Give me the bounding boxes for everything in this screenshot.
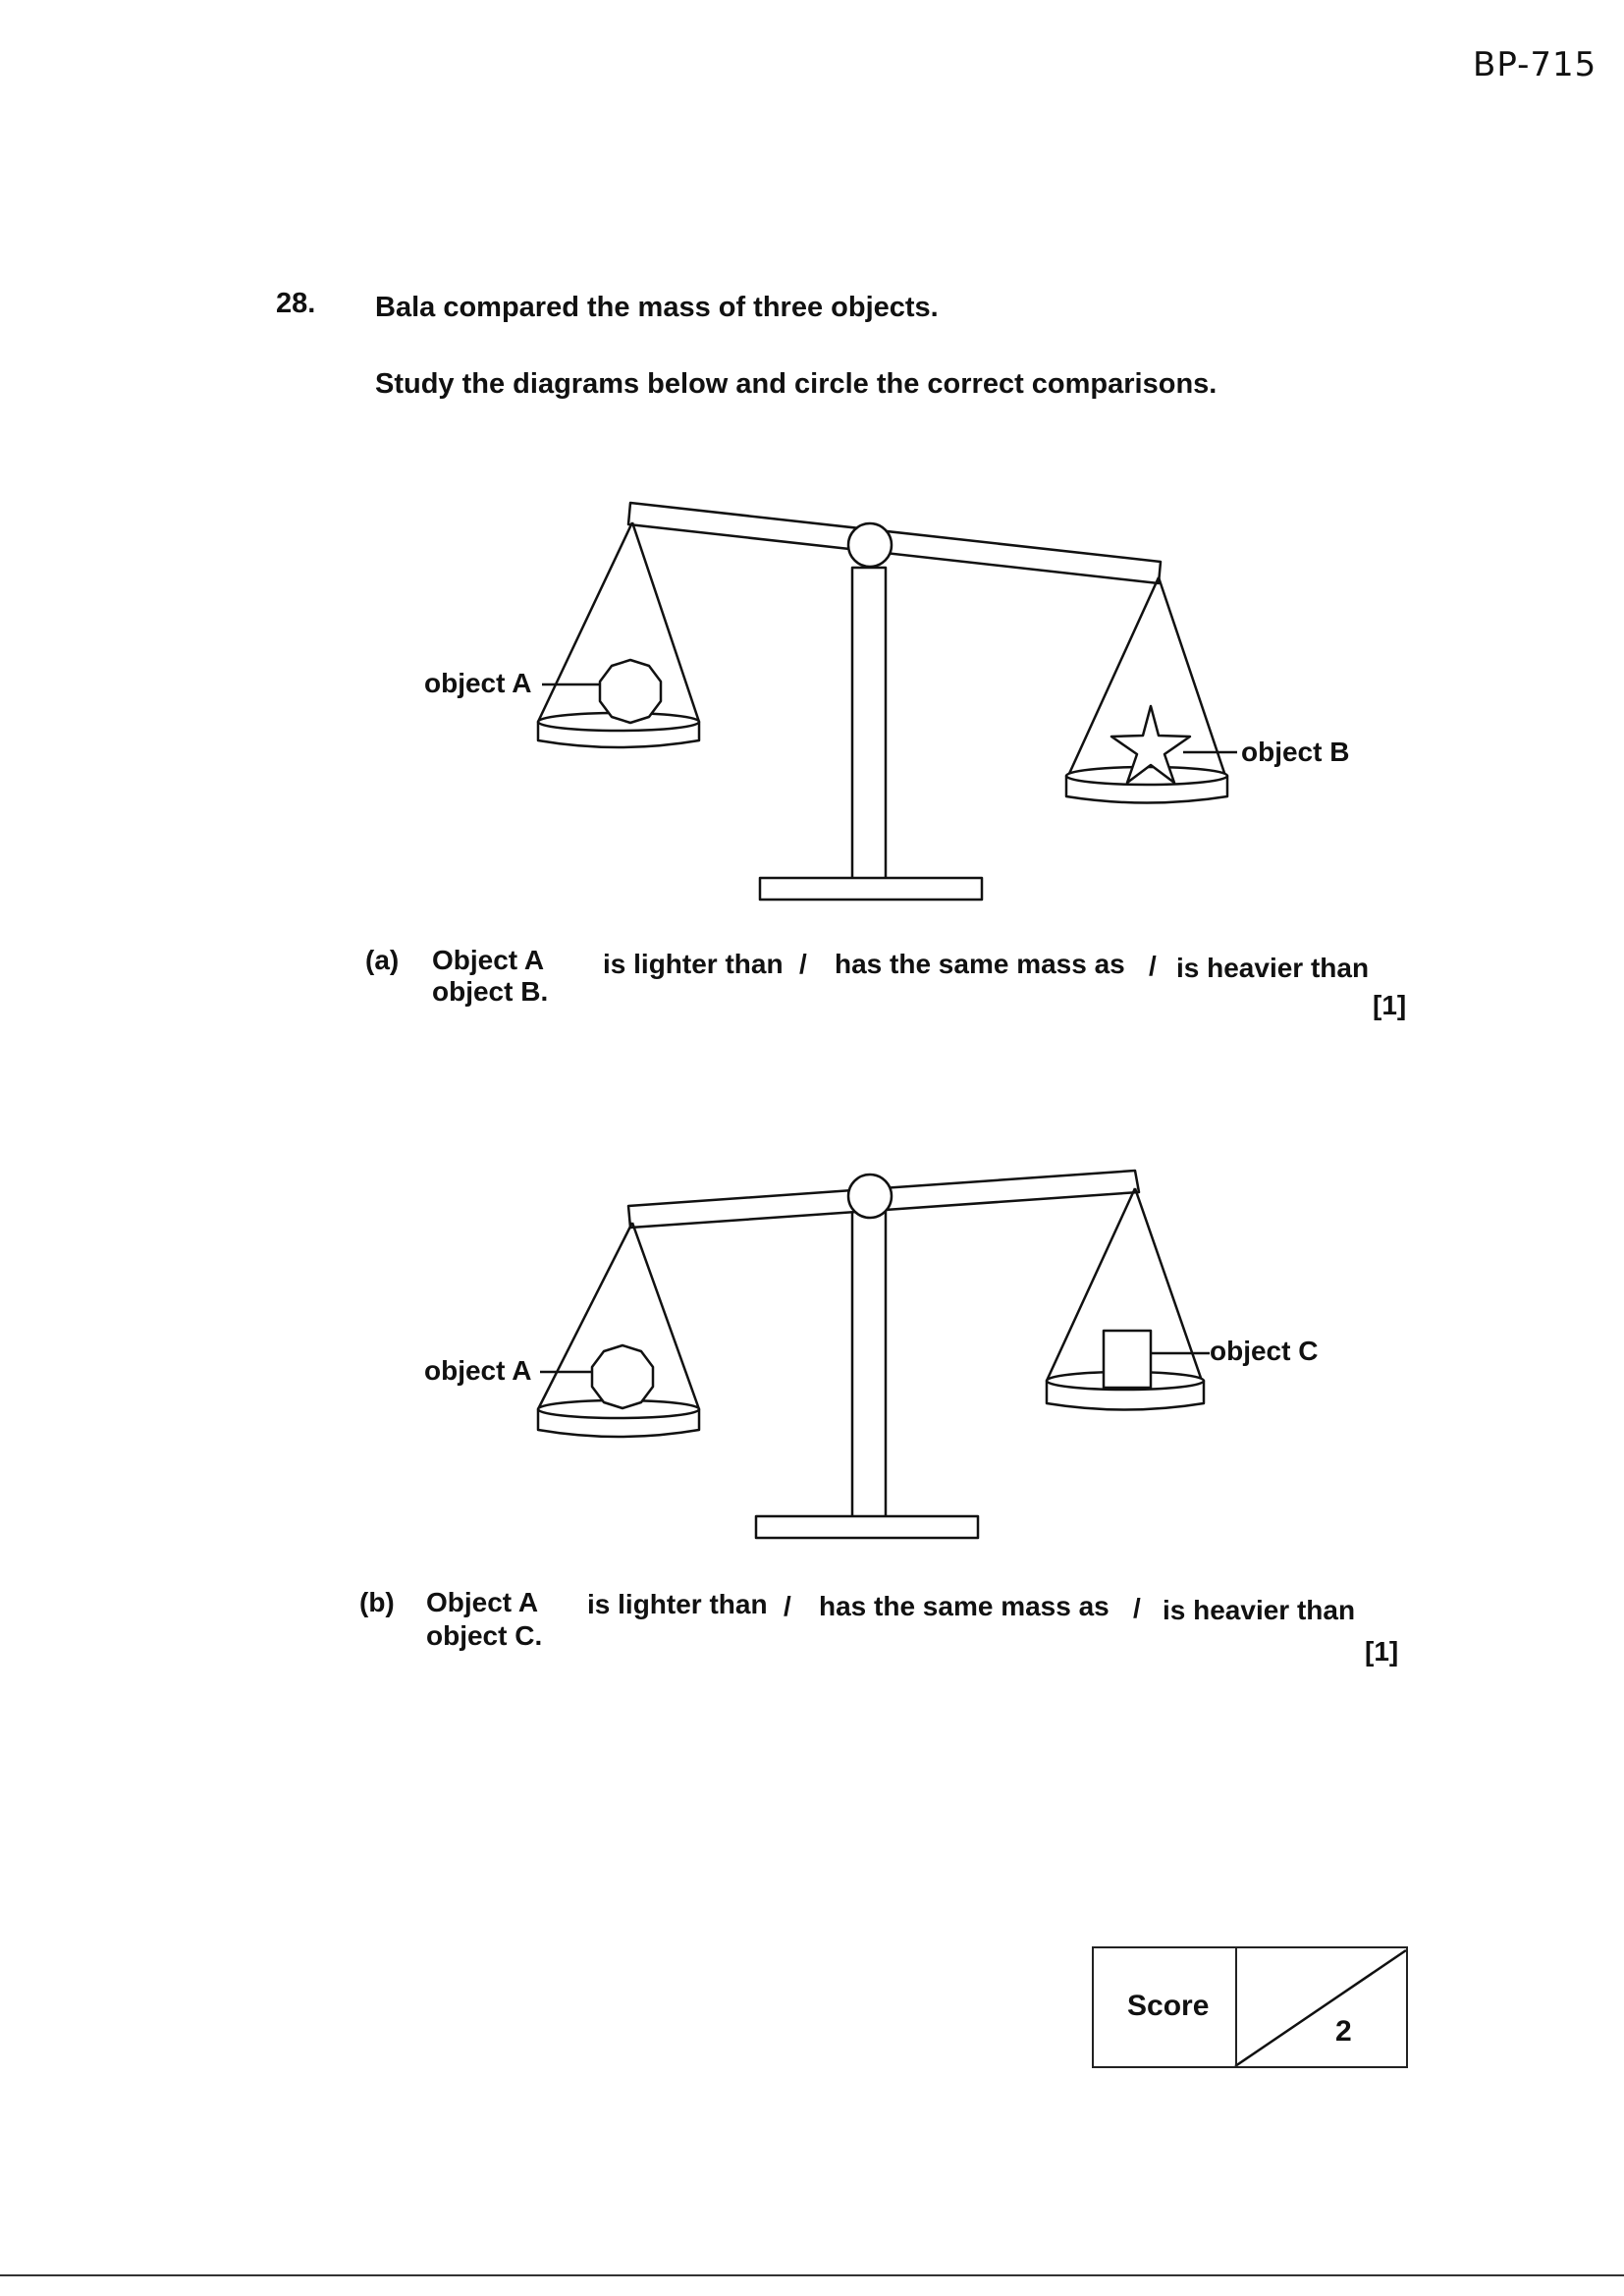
part-b-object: object C.: [426, 1620, 543, 1651]
scale-b-pivot: [848, 1175, 892, 1218]
scale-a-base: [760, 878, 982, 900]
part-b-separator-1: /: [784, 1591, 791, 1621]
diagram-a-label-object-a: object A: [424, 668, 532, 698]
part-a-option-same-mass[interactable]: has the same mass as: [835, 949, 1125, 979]
bottom-rule: [0, 2274, 1624, 2276]
object-a-shape-1: [600, 660, 661, 723]
part-b-option-lighter[interactable]: is lighter than: [587, 1589, 768, 1619]
scale-a-pivot: [848, 523, 892, 567]
part-a-separator-1: /: [799, 949, 807, 979]
part-a-object: object B.: [432, 976, 549, 1007]
scale-b-base: [756, 1516, 978, 1538]
part-b-separator-2: /: [1133, 1593, 1141, 1623]
scale-b-column: [852, 1202, 886, 1518]
score-total: 2: [1335, 2015, 1352, 2048]
scale-a-column: [852, 568, 886, 880]
question-instruction: Study the diagrams below and circle the correct comparisons.: [375, 368, 1218, 400]
part-a-subject: Object A: [432, 945, 545, 975]
part-a-marks: [1]: [1373, 990, 1407, 1020]
part-b-subject: Object A: [426, 1587, 539, 1617]
part-a-option-lighter[interactable]: is lighter than: [603, 949, 784, 979]
part-b-marks: [1]: [1365, 1636, 1399, 1667]
score-label-cell: [1094, 1948, 1237, 2066]
question-intro: Bala compared the mass of three objects.: [375, 292, 939, 323]
part-a-separator-2: /: [1149, 951, 1157, 981]
diagram-a-label-object-b: object B: [1241, 737, 1350, 767]
part-a-marker: (a): [365, 945, 400, 975]
part-b-marker: (b): [359, 1587, 395, 1617]
object-a-shape-2: [592, 1345, 653, 1408]
object-c-shape: [1104, 1331, 1151, 1388]
score-box: [1092, 1946, 1408, 2068]
balance-scale-a: [538, 503, 1237, 900]
part-b-option-same-mass[interactable]: has the same mass as: [819, 1591, 1110, 1621]
part-a-option-heavier[interactable]: is heavier than: [1176, 953, 1370, 983]
scale-a-beam: [628, 503, 1161, 583]
document-code: BP-715: [1473, 45, 1597, 84]
balance-scale-b: [538, 1171, 1210, 1538]
part-b-option-heavier[interactable]: is heavier than: [1163, 1595, 1356, 1625]
diagram-b-label-object-c: object C: [1210, 1336, 1319, 1366]
question-number: 28.: [276, 288, 316, 319]
diagram-b-label-object-a: object A: [424, 1355, 532, 1386]
scale-a-right-pan: [1066, 767, 1227, 803]
score-label: Score: [1127, 1990, 1210, 2022]
